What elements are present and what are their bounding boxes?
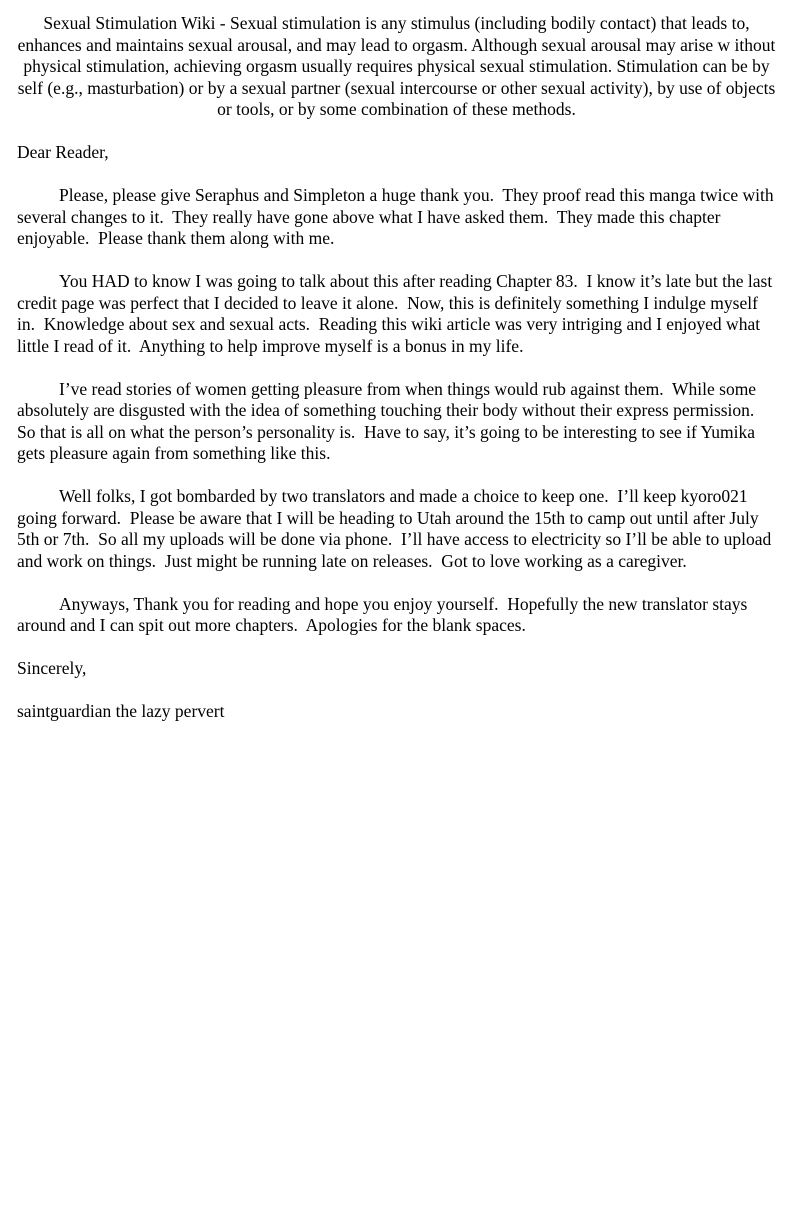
paragraph-translators: Well folks, I got bombarded by two translators and made a choice to keep one. I’ll keep kyoro021 going forward. Please be aware that I will be heading to Utah around the 15th to camp out until after July 5th or 7th. So all my uploads will be done via phone. I’ll have access to electricity so I’ll be able to upload and work on things. Just might be running late on releases. Got to love working as a caregiver. — [17, 486, 776, 571]
paragraph-stories: I’ve read stories of women getting pleasure from when things would rub against them. While some absolutely are disgusted with the idea of something touching their body without their express permission. So that is all on what the person’s personality is. Have to say, it’s going to be interesting to see if Yumika gets pleasure again from something like this. — [17, 378, 761, 463]
signature: saintguardian the lazy pervert — [17, 701, 225, 721]
closing: Sincerely, — [17, 658, 87, 678]
paragraph-chapter-83: You HAD to know I was going to talk about this after reading Chapter 83. I know it’s late but the last credit page was perfect that I decided to leave it alone. Now, this is definitely something I indulge myself in. Knowledge about sex and sexual acts. Reading this wiki article was very intriging and I enjoyed what little I read of it. Anything to help improve myself is a bonus in my life. — [17, 271, 777, 356]
paragraph-thanks: Please, please give Seraphus and Simpleton a huge thank you. They proof read this manga twice with several changes to it. They really have gone above what I have asked them. They made this chapter enjoyable. Please thank them along with me. — [17, 185, 778, 248]
wiki-excerpt-header: Sexual Stimulation Wiki - Sexual stimulation is any stimulus (including bodily contact) that leads to, enhances and maintains sexual arousal, and may lead to orgasm. Although sexual arousal may arise w ithout physical stimulation, achieving orgasm usually requires physical sexual stimulation. Stimulation can be by self (e.g., masturbation) or by a sexual partner (sexual intercourse or other sexual activity), by use of objects or tools, or by some combination of these methods. — [17, 13, 780, 119]
paragraph-outro: Anyways, Thank you for reading and hope you enjoy yourself. Hopefully the new translator stays around and I can spit out more chapters. Apologies for the blank spaces. — [17, 593, 752, 635]
salutation: Dear Reader, — [17, 142, 109, 162]
